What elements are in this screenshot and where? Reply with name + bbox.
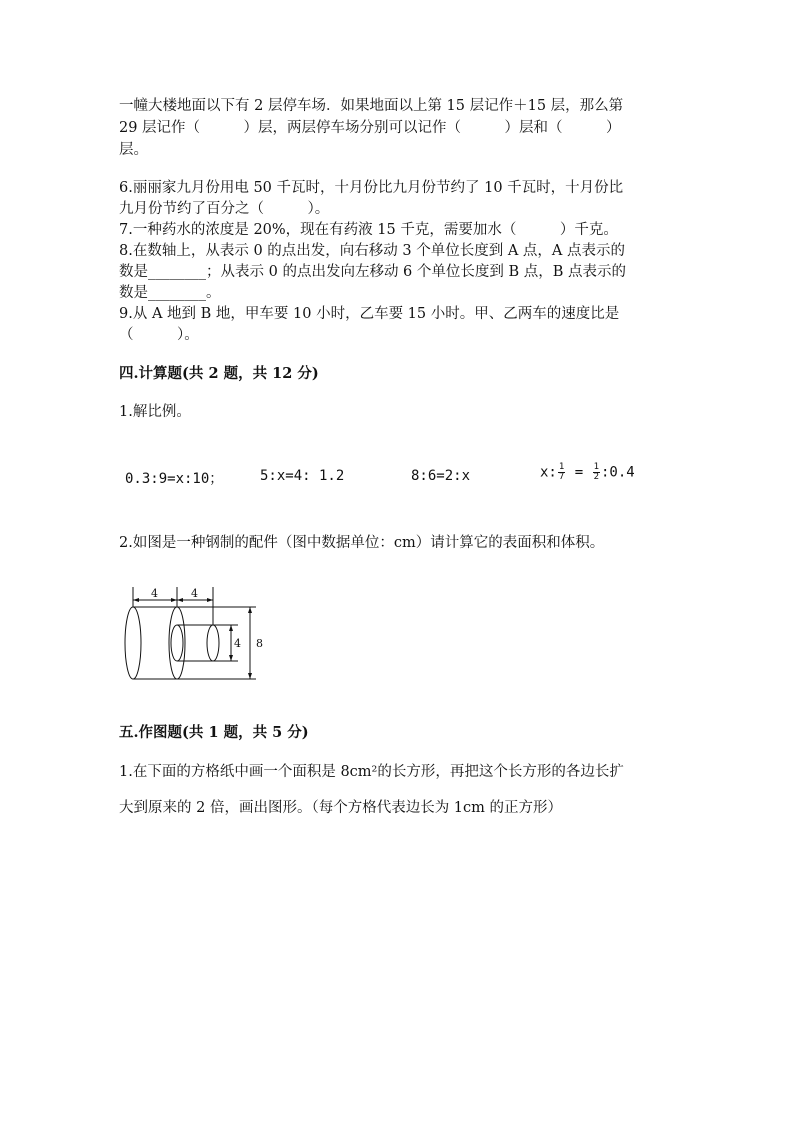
equation-4 [540,463,635,482]
question-6-line-1: 6.丽丽家九月份用电 50 千瓦时，十月份比九月份节约了 10 千瓦时，十月份比 [119,180,624,196]
fraction-2-denominator: 2 [593,472,599,482]
question-5-line-1: 一幢大楼地面以下有 2 层停车场．如果地面以上第 15 层记作＋15 层，那么第 [119,98,624,114]
section-5-question-1-line-1: 1.在下面的方格纸中画一个面积是 8cm²的长方形，再把这个长方形的各边长扩 [119,764,624,780]
fraction-1-numerator: 1 [558,462,565,472]
section-4-question-1: 1.解比例。 [119,404,191,420]
section-4-heading: 四.计算题(共 2 题，共 12 分) [119,365,319,382]
question-9-line-1: 9.从 A 地到 B 地，甲车要 10 小时，乙车要 15 小时。甲、乙两车的速度比是 [119,306,620,322]
label-inner-height: 4 [234,637,241,650]
steel-part-diagram [118,580,288,690]
label-outer-height: 8 [256,637,263,650]
fraction-1-denominator: 7 [558,472,565,482]
inner-cylinder-base [171,625,183,661]
equation-1: 0.3:9=x:10； [125,471,224,487]
equation-4-prefix: x: [540,464,557,481]
section-5-heading: 五.作图题(共 1 题，共 5 分) [119,724,309,741]
outer-cylinder-left-end [125,607,141,679]
equation-4-fraction-1 [558,463,565,482]
equation-2: 5:x=4: 1.2 [260,468,345,484]
question-7: 7.一种药水的浓度是 20%，现在有药液 15 千克，需要加水（ ）千克。 [119,222,618,238]
question-8-line-3: 数是________。 [119,285,221,301]
equation-3: 8:6=2:x [411,468,471,484]
equation-4-suffix: :0.4 [601,464,635,481]
section-4-question-2: 2.如图是一种钢制的配件（图中数据单位：cm）请计算它的表面积和体积。 [119,535,605,551]
equation-4-equals: = [566,464,592,481]
question-5-line-3: 层。 [119,142,148,158]
label-top-right: 4 [191,587,198,600]
question-8-line-2: 数是________；从表示 0 的点出发向左移动 6 个单位长度到 B 点，B 点表示的 [119,264,627,280]
inner-cylinder-end [207,625,219,661]
question-5-line-2: 29 层记作（ ）层，两层停车场分别可以记作（ ）层和（ ） [119,120,621,136]
question-9-line-2: （ ）。 [119,327,199,343]
equation-4-fraction-2 [593,463,600,482]
question-6-line-2: 九月份节约了百分之（ ）。 [119,201,330,217]
section-5-question-1-line-2: 大到原来的 2 倍，画出图形。（每个方格代表边长为 1cm 的正方形） [119,800,563,816]
question-8-line-1: 8.在数轴上，从表示 0 的点出发，向右移动 3 个单位长度到 A 点，A 点表示的 [119,243,625,259]
label-top-left: 4 [151,587,158,600]
fraction-2-numerator: 1 [593,462,599,472]
